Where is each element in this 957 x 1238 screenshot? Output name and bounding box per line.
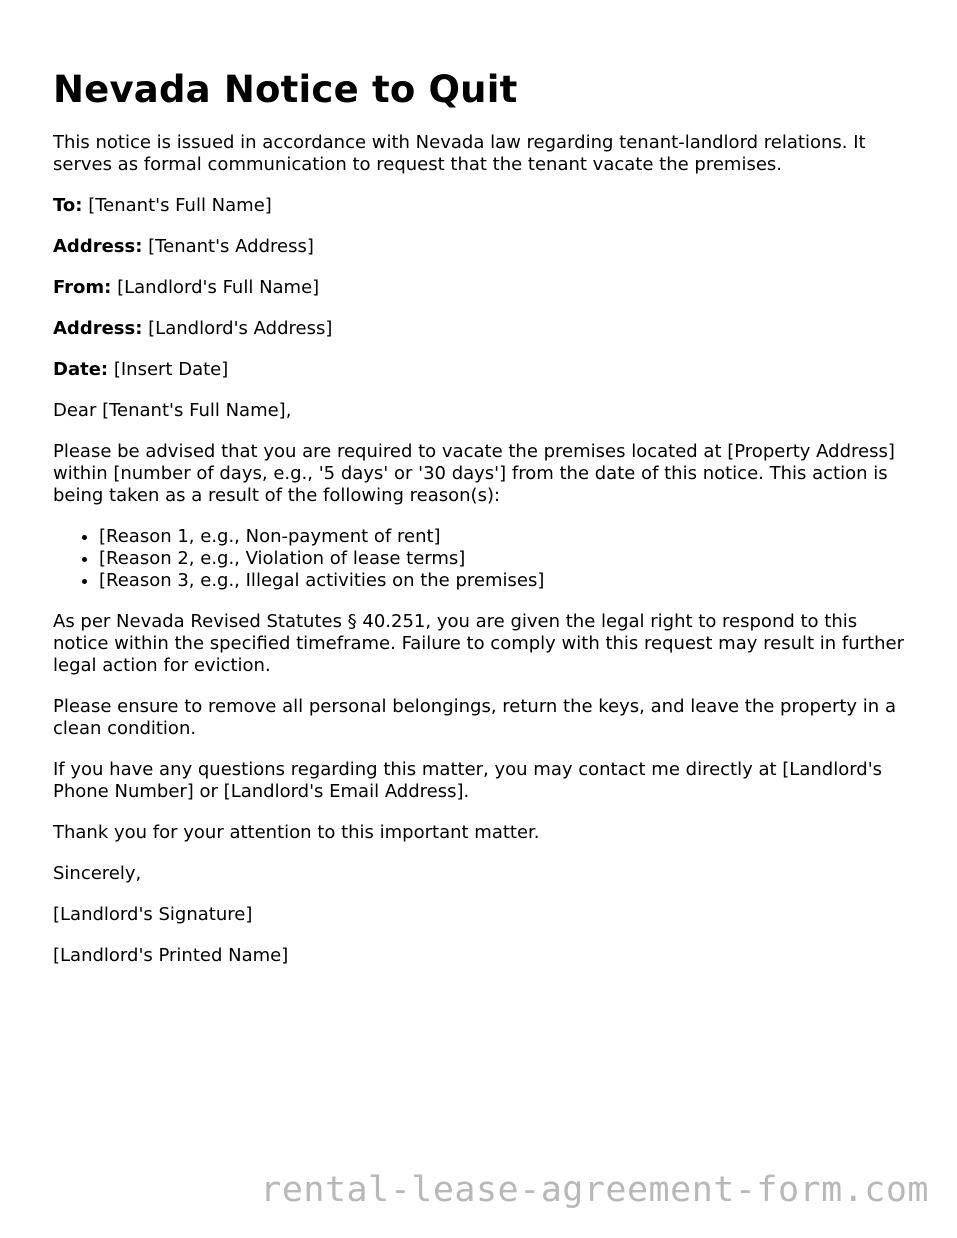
reasons-list xyxy=(53,526,913,592)
field-date-label: Date: xyxy=(53,359,109,380)
signature-line: [Landlord's Signature] xyxy=(53,904,253,925)
printed-name-line: [Landlord's Printed Name] xyxy=(53,945,289,966)
body-paragraph-belongings: Please ensure to remove all personal belongings, return the keys, and leave the property in a clean condition. xyxy=(53,696,896,739)
thanks-line: Thank you for your attention to this important matter. xyxy=(53,822,540,843)
document-page xyxy=(53,62,913,986)
field-from-label: From: xyxy=(53,277,112,298)
field-to-value: [Tenant's Full Name] xyxy=(88,195,272,216)
list-item: • [Reason 1, e.g., Non-payment of rent] xyxy=(99,526,913,548)
watermark: rental-lease-agreement-form.com xyxy=(260,1170,929,1210)
field-date-value: [Insert Date] xyxy=(113,359,229,380)
field-to xyxy=(53,195,913,217)
body-paragraph-vacate: Please be advised that you are required to vacate the premises located at [Property Address] within [number of days, e.g., '5 days' or '30 days'] from the date of this notice. This action is being taken as a result of the following reason(s): xyxy=(53,441,895,506)
list-item: • [Reason 2, e.g., Violation of lease terms] xyxy=(99,548,913,570)
field-landlord-address-label: Address: xyxy=(53,318,143,339)
field-from-value: [Landlord's Full Name] xyxy=(117,277,320,298)
field-tenant-address-label: Address: xyxy=(53,236,143,257)
field-landlord-address xyxy=(53,318,913,340)
salutation: Dear [Tenant's Full Name], xyxy=(53,400,292,421)
body-paragraph-contact: If you have any questions regarding this matter, you may contact me directly at [Landlord's Phone Number] or [Landlord's Email Address]. xyxy=(53,759,883,802)
field-tenant-address xyxy=(53,236,913,258)
field-landlord-address-value: [Landlord's Address] xyxy=(148,318,333,339)
field-tenant-address-value: [Tenant's Address] xyxy=(148,236,314,257)
closing-line: Sincerely, xyxy=(53,863,142,884)
body-paragraph-statute: As per Nevada Revised Statutes § 40.251, you are given the legal right to respond to this notice within the specified timeframe. Failure to comply with this request may result in further legal action for eviction. xyxy=(53,611,904,676)
field-from xyxy=(53,277,913,299)
field-to-label: To: xyxy=(53,195,83,216)
field-date xyxy=(53,359,913,381)
list-item: • [Reason 3, e.g., Illegal activities on the premises] xyxy=(99,570,913,592)
intro-paragraph: This notice is issued in accordance with Nevada law regarding tenant-landlord relations. It serves as formal communication to request that the tenant vacate the premises. xyxy=(53,132,866,175)
page-title: Nevada Notice to Quit xyxy=(53,68,518,111)
